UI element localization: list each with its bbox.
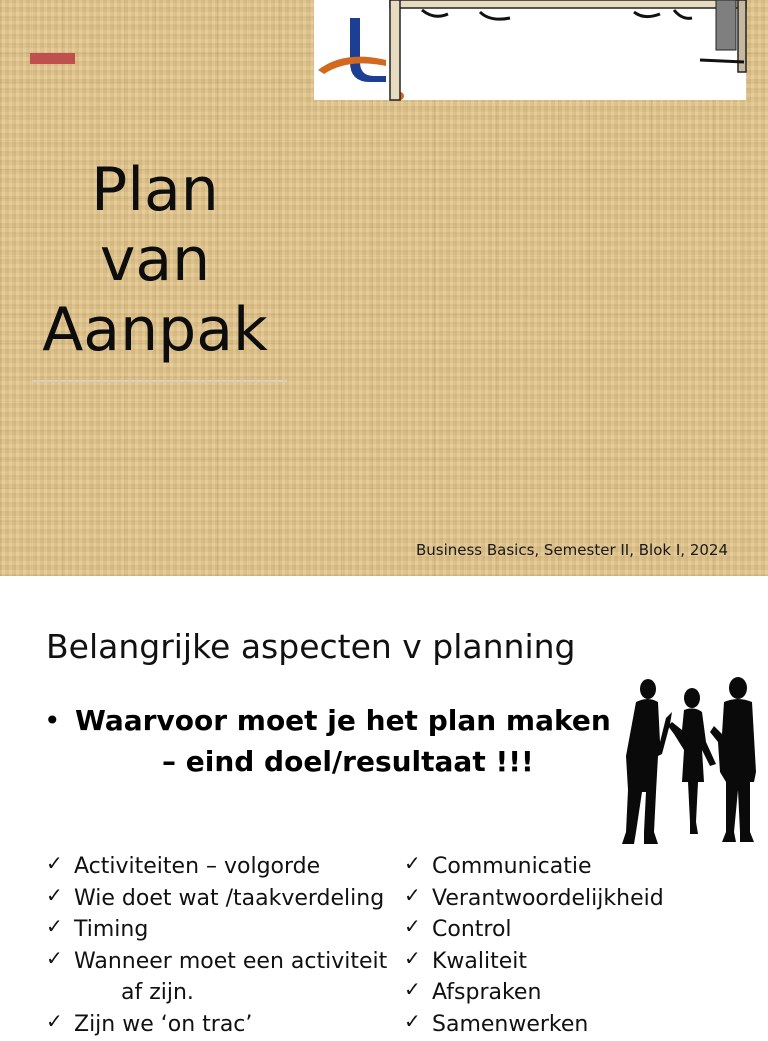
list-item-text: Wie doet wat /taakverdeling (74, 885, 385, 911)
list-item-continuation: af zijn. (121, 980, 194, 1006)
checkmark-icon: ✓ (46, 1008, 63, 1033)
list-item (46, 851, 406, 883)
list-item-text: Wanneer moet een activiteit (74, 948, 388, 974)
main-bullet-line: Waarvoor moet je het plan maken (75, 704, 611, 737)
list-item (46, 1009, 406, 1041)
list-item (404, 977, 764, 1009)
list-item (404, 1009, 764, 1041)
slide-title (30, 155, 280, 365)
slide-heading: Belangrijke aspecten v planning (46, 627, 576, 666)
checklist-left (46, 851, 406, 1041)
title-divider (32, 380, 287, 382)
checkmark-icon: ✓ (404, 914, 421, 939)
list-item-text: Activiteiten – volgorde (74, 854, 321, 879)
checkmark-icon: ✓ (404, 977, 421, 1002)
bullet-icon: • (44, 704, 61, 737)
checkmark-icon: ✓ (404, 1008, 421, 1033)
checkmark-icon: ✓ (404, 945, 421, 970)
list-item (404, 883, 764, 915)
list-item-text: Timing (74, 917, 149, 943)
checklist-right (404, 851, 764, 1041)
checkmark-icon: ✓ (46, 945, 63, 970)
checkmark-icon: ✓ (46, 851, 63, 875)
list-item (46, 883, 406, 915)
title-line: van (99, 225, 211, 295)
checkmark-icon: ✓ (46, 882, 63, 907)
main-bullet-subline: – eind doel/resultaat !!! (162, 745, 534, 778)
slide-subtitle: Business Basics, Semester II, Blok I, 2024 (415, 541, 728, 559)
checkmark-icon: ✓ (404, 882, 421, 907)
list-item (404, 914, 764, 946)
list-item-text: Zijn we ‘on trac’ (74, 1011, 253, 1037)
list-item (46, 946, 406, 1009)
list-item (46, 914, 406, 946)
list-item (404, 851, 764, 883)
meeting-cartoon-image (314, 0, 746, 100)
list-item (404, 946, 764, 978)
checkmark-icon: ✓ (46, 914, 63, 939)
list-item-text: Afspraken (432, 980, 542, 1006)
checkmark-icon: ✓ (404, 851, 421, 875)
title-line: Plan (91, 155, 219, 225)
title-line: Aanpak (42, 295, 268, 365)
list-item-text: Communicatie (432, 854, 592, 879)
list-item-text: Control (432, 917, 512, 943)
list-item-text: Samenwerken (432, 1011, 589, 1037)
accent-bar (30, 53, 75, 64)
content-slide (0, 576, 768, 1037)
list-item-text: Verantwoordelijkheid (432, 885, 664, 911)
list-item-text: Kwaliteit (432, 948, 528, 974)
people-silhouettes-image (614, 672, 768, 852)
